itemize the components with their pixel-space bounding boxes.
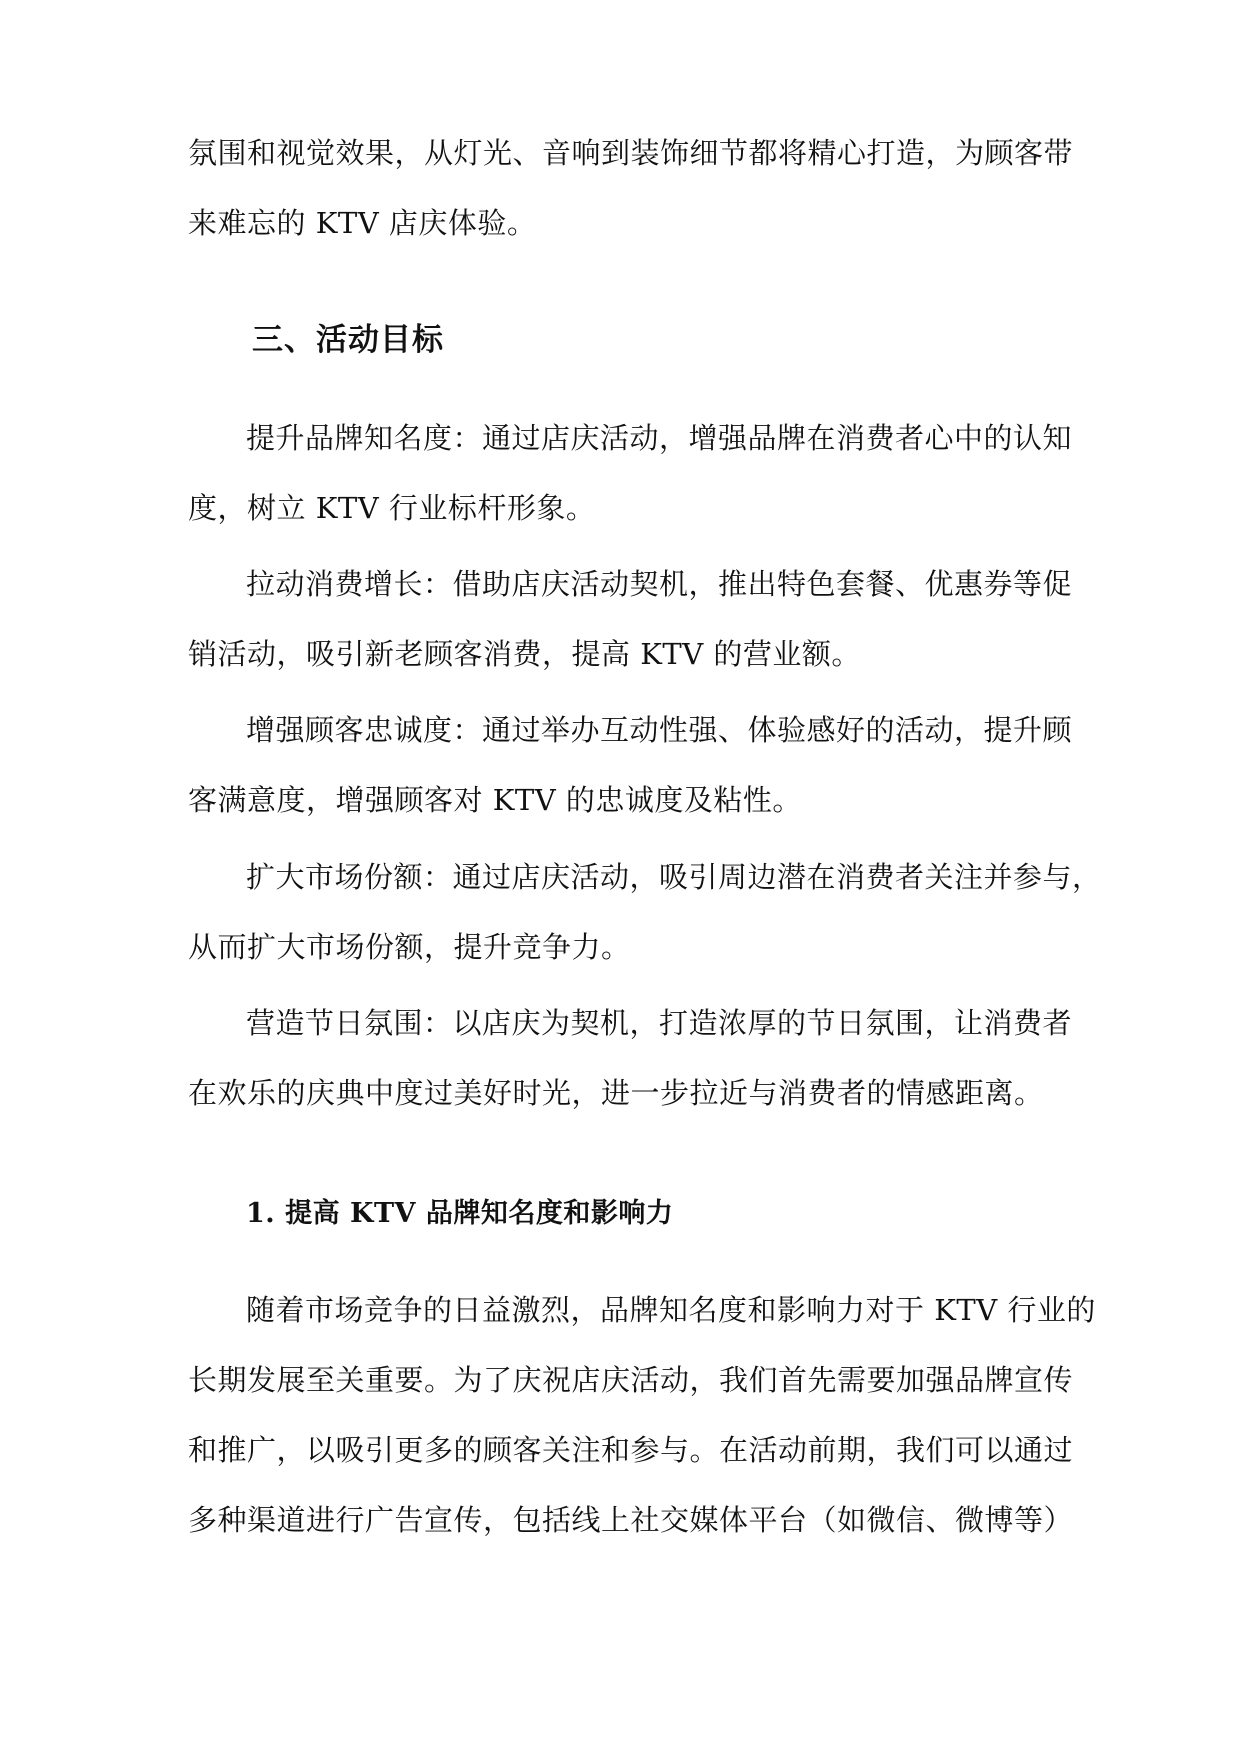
intro-line-2: 来难忘的 KTV 店庆体验。	[188, 206, 537, 240]
subsection-heading: 1. 提高 KTV 品牌知名度和影响力	[246, 1198, 674, 1229]
section-heading: 三、活动目标	[252, 322, 444, 358]
goal-5-line-1: 营造节日氛围：以店庆为契机，打造浓厚的节日氛围，让消费者	[246, 1006, 1073, 1040]
goal-1-line-1: 提升品牌知名度：通过店庆活动，增强品牌在消费者心中的认知	[246, 421, 1073, 455]
goal-4-line-1: 扩大市场份额：通过店庆活动，吸引周边潜在消费者关注并参与，	[246, 860, 1102, 894]
goal-3-line-1: 增强顾客忠诚度：通过举办互动性强、体验感好的活动，提升顾	[246, 713, 1073, 747]
body-line-1: 随着市场竞争的日益激烈，品牌知名度和影响力对于 KTV 行业的	[246, 1293, 1096, 1327]
goal-4-line-2: 从而扩大市场份额，提升竞争力。	[188, 930, 631, 964]
intro-line-1: 氛围和视觉效果，从灯光、音响到装饰细节都将精心打造，为顾客带	[188, 136, 1074, 170]
goal-1-line-2: 度，树立 KTV 行业标杆形象。	[188, 491, 596, 525]
body-line-2: 长期发展至关重要。为了庆祝店庆活动，我们首先需要加强品牌宣传	[188, 1363, 1074, 1397]
goal-3-line-2: 客满意度，增强顾客对 KTV 的忠诚度及粘性。	[188, 783, 802, 817]
body-line-3: 和推广，以吸引更多的顾客关注和参与。在活动前期，我们可以通过	[188, 1433, 1074, 1467]
goal-2-line-2: 销活动，吸引新老顾客消费，提高 KTV 的营业额。	[188, 637, 861, 671]
goal-5-line-2: 在欢乐的庆典中度过美好时光，进一步拉近与消费者的情感距离。	[188, 1076, 1044, 1110]
body-line-4: 多种渠道进行广告宣传，包括线上社交媒体平台（如微信、微博等）	[188, 1503, 1074, 1537]
goal-2-line-1: 拉动消费增长：借助店庆活动契机，推出特色套餐、优惠券等促	[246, 567, 1073, 601]
